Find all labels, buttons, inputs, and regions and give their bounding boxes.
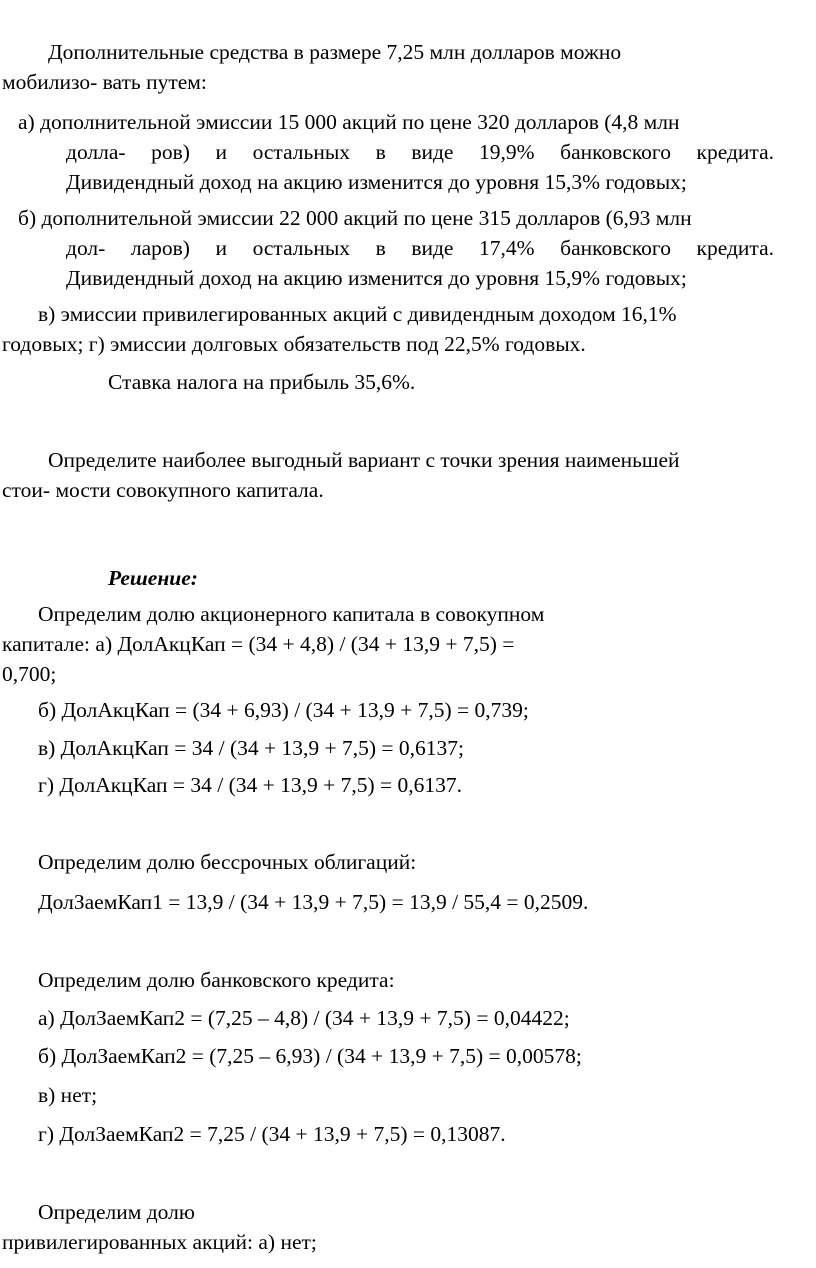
credit-share-b: б) ДолЗаемКап2 = (7,25 – 6,93) / (34 + 13,9 + 7,5) = 0,00578; (38, 1044, 582, 1068)
bonds-share-heading: Определим долю бессрочных облигаций: (38, 850, 417, 874)
credit-share-g: г) ДолЗаемКап2 = 7,25 / (34 + 13,9 + 7,5) = 0,13087. (38, 1122, 506, 1146)
task-line-2: стои- мости совокупного капитала. (2, 478, 324, 502)
intro-line-1: Дополнительные средства в размере 7,25 млн долларов можно (48, 40, 622, 64)
equity-share-b: б) ДолАкцКап = (34 + 6,93) / (34 + 13,9 + 7,5) = 0,739; (38, 698, 529, 722)
tax-rate: Ставка налога на прибыль 35,6%. (108, 370, 416, 394)
credit-share-a: а) ДолЗаемКап2 = (7,25 – 4,8) / (34 + 13,9 + 7,5) = 0,04422; (38, 1006, 570, 1030)
credit-share-v: в) нет; (38, 1083, 98, 1107)
equity-share-line-1: Определим долю акционерного капитала в совокупном (38, 602, 545, 626)
equity-share-line-2: капитале: а) ДолАкцКап = (34 + 4,8) / (34 + 13,9 + 7,5) = (2, 632, 515, 656)
task-line-1: Определите наиболее выгодный вариант с точки зрения наименьшей (48, 448, 680, 472)
option-vg-line-1: в) эмиссии привилегированных акций с дивидендным доходом 16,1% (38, 302, 677, 326)
option-a-line-3: Дивидендный доход на акцию изменится до уровня 15,3% годовых; (66, 170, 687, 194)
option-b-line-1: б) дополнительной эмиссии 22 000 акций по цене 315 долларов (6,93 млн (18, 206, 692, 230)
option-b-line-3: Дивидендный доход на акцию изменится до уровня 15,9% годовых; (66, 266, 687, 290)
equity-share-line-3: 0,700; (2, 662, 57, 686)
solution-heading: Решение: (108, 566, 198, 590)
credit-share-heading: Определим долю банковского кредита: (38, 968, 395, 992)
preferred-share-line-2: привилегированных акций: а) нет; (2, 1230, 317, 1254)
option-a-line-1: а) дополнительной эмиссии 15 000 акций по цене 320 долларов (4,8 млн (18, 110, 680, 134)
option-b-line-2: дол- ларов) и остальных в виде 17,4% банковского кредита. (66, 236, 774, 260)
equity-share-g: г) ДолАкцКап = 34 / (34 + 13,9 + 7,5) = 0,6137. (38, 773, 463, 797)
intro-line-2: мобилизо- вать путем: (2, 70, 207, 94)
equity-share-v: в) ДолАкцКап = 34 / (34 + 13,9 + 7,5) = 0,6137; (38, 736, 464, 760)
bonds-share-formula: ДолЗаемКап1 = 13,9 / (34 + 13,9 + 7,5) = 13,9 / 55,4 = 0,2509. (38, 890, 589, 914)
option-vg-line-2: годовых; г) эмиссии долговых обязательств под 22,5% годовых. (2, 332, 586, 356)
option-a-line-2: долла- ров) и остальных в виде 19,9% банковского кредита. (66, 140, 774, 164)
preferred-share-line-1: Определим долю (38, 1200, 195, 1224)
